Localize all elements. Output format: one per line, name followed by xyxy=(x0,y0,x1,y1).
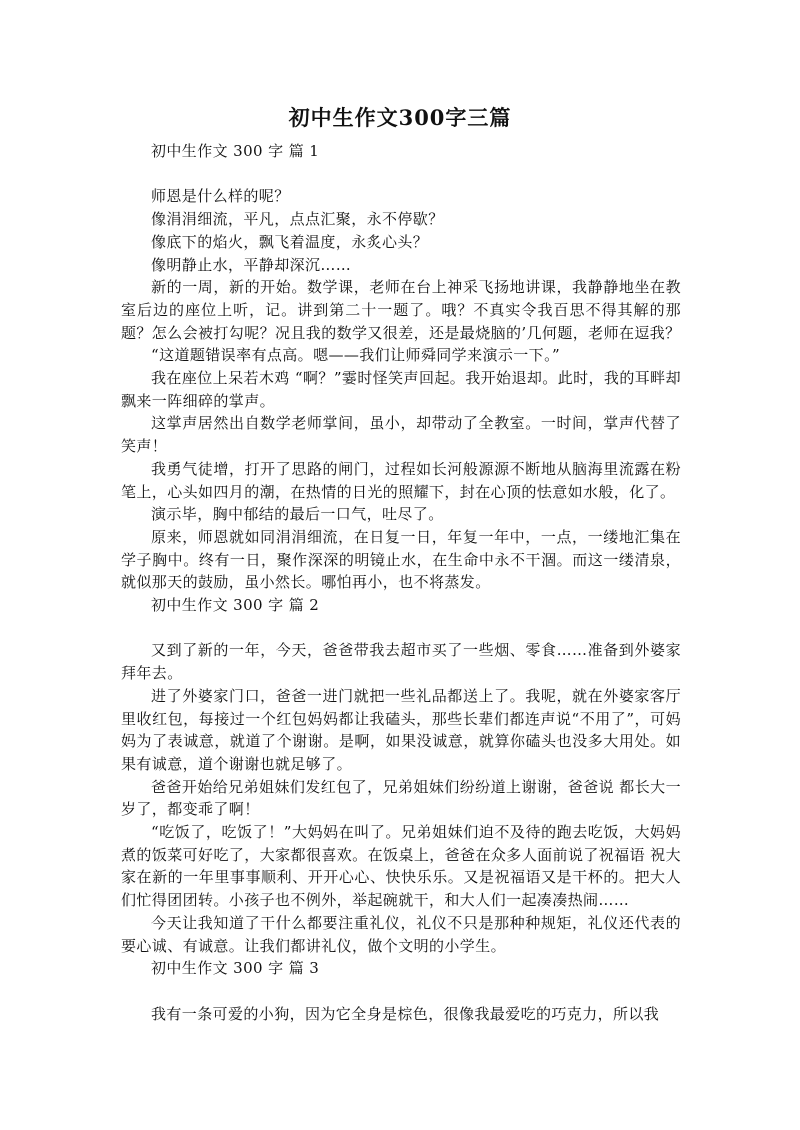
document-body xyxy=(121,140,681,1025)
section-heading: 初中生作文 300 字 篇 2 xyxy=(151,596,320,615)
paragraph: 这掌声居然出自数学老师掌间，虽小，却带动了全教室。一时间，掌声代替了笑声！ xyxy=(121,414,681,456)
section-heading: 初中生作文 300 字 篇 3 xyxy=(151,959,320,978)
paragraph: 师恩是什么样的呢？ xyxy=(151,187,290,206)
paragraph: 像明静止水，平静却深沉…… xyxy=(151,255,352,274)
document-title: 初中生作文300字三篇 xyxy=(288,105,512,130)
paragraph: 爸爸开始给兄弟姐妹们发红包了，兄弟姐妹们纷纷道上谢谢，爸爸说 都长大一岁了，都变乖了啊！ xyxy=(121,777,681,819)
paragraph: 我有一条可爱的小狗，因为它全身是棕色，很像我最爱吃的巧克力，所以我 xyxy=(151,1004,660,1023)
paragraph: 像底下的焰火，飘飞着温度，永炙心头？ xyxy=(151,232,429,251)
paragraph: 又到了新的一年，今天，爸爸带我去超市买了一些烟、零食……准备到外婆家拜年去。 xyxy=(121,641,681,683)
section-heading: 初中生作文 300 字 篇 1 xyxy=(151,142,320,160)
paragraph: 新的一周，新的开始。数学课，老师在台上神采飞扬地讲课，我静静地坐在教室后边的座位上听，记。讲到第二十一题了。哦？不真实令我百思不得其解的那题？怎么会被打勾呢？况且我的数学又很差，还是最烧脑的’几何题，老师在逗我？ xyxy=(121,278,681,342)
paragraph: 原来，师恩就如同涓涓细流，在日复一日，年复一年中，一点，一缕地汇集在学子胸中。终有一日，聚作深深的明镜止水，在生命中永不干涸。而这一缕清泉，就似那天的鼓励，虽小然长。哪怕再小，也不将蒸发。 xyxy=(121,527,681,592)
paragraph: 像涓涓细流，平凡，点点汇聚，永不停歇？ xyxy=(151,210,444,229)
paragraph: 演示毕，胸中郁结的最后一口气，吐尽了。 xyxy=(151,505,444,524)
paragraph: “吃饭了，吃饭了！”大妈妈在叫了。兄弟姐妹们迫不及待的跑去吃饭，大妈妈煮的饭菜可好吃了，大家都很喜欢。在饭桌上，爸爸在众多人面前说了祝福语 祝大家在新的一年里事事顺利、开开心心、快快乐乐。又是祝福语又是干杯的。把大人们忙得团团转。小孩子也不例外，举起碗就干，和大人们一起凑凑热闹…… xyxy=(121,823,681,910)
paragraph: 我勇气徒增，打开了思路的闸门，过程如长河般源源不断地从脑海里流露在粉笔上，心头如四月的潮，在热情的日光的照耀下，封在心顶的怯意如水般，化了。 xyxy=(121,459,681,501)
paragraph: 我在座位上呆若木鸡 “啊？”霎时怪笑声回起。我开始退却。此时，我的耳畔却飘来一阵细碎的掌声。 xyxy=(121,369,681,410)
paragraph: 进了外婆家门口，爸爸一进门就把一些礼品都送上了。我呢，就在外婆家客厅里收红包，每接过一个红包妈妈都让我磕头，那些长辈们都连声说“不用了”，可妈妈为了表诚意，就道了个谢谢。是啊，如果没诚意，就算你磕头也没多大用处。如果有诚意，道个谢谢也就足够了。 xyxy=(121,686,681,773)
paragraph: 今天让我知道了干什么都要注重礼仪，礼仪不只是那种种规矩，礼仪还代表的要心诚、有诚意。让我们都讲礼仪，做个文明的小学生。 xyxy=(121,913,681,955)
paragraph: “这道题错误率有点高。嗯——我们让师舜同学来演示一下。” xyxy=(151,346,561,365)
